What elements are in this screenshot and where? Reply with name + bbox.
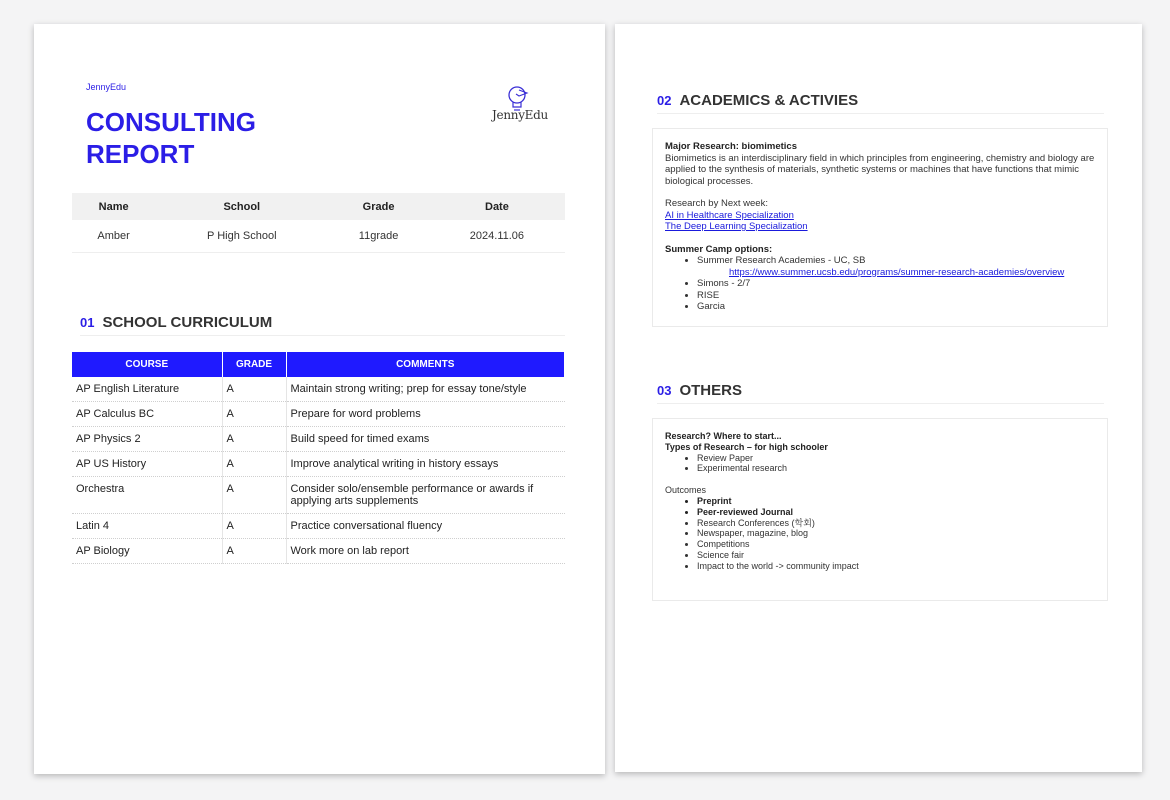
value-name: Amber	[72, 220, 155, 253]
list-item: • Preprint	[697, 496, 1097, 507]
table-row	[72, 452, 565, 477]
table-row	[72, 377, 565, 402]
page-title	[86, 106, 256, 170]
curriculum-table	[72, 352, 565, 564]
list-item: • Garcia	[697, 301, 1097, 313]
others-box	[652, 418, 1108, 601]
jennyedu-logo	[489, 84, 551, 126]
ucsb-url-link[interactable]: https://www.summer.ucsb.edu/programs/summer-research-academies/overview	[729, 266, 1065, 278]
value-date: 2024.11.06	[429, 220, 565, 253]
research-description: Biomimetics is an interdisciplinary field in which principles from engineering, chemistry and biology are applied to the synthesis of materials, synthetic systems or machines that have functions that mimic biological processes.	[665, 152, 1095, 187]
comment-cell: Prepare for word problems	[286, 402, 565, 427]
student-info-header-row	[72, 193, 565, 220]
title-line-1: CONSULTING	[86, 107, 256, 137]
comment-cell: Maintain strong writing; prep for essay tone/style	[286, 377, 565, 402]
header-school: School	[155, 193, 328, 220]
header-grade: GRADE	[222, 352, 286, 377]
grade-cell: A	[222, 539, 286, 564]
academics-box	[652, 128, 1108, 327]
grade-cell: A	[222, 377, 286, 402]
logo-text: JennyEdu	[492, 108, 548, 122]
list-item: • Newspaper, magazine, blog	[697, 528, 1097, 539]
course-cell: AP English Literature	[72, 377, 222, 402]
header-comments: COMMENTS	[286, 352, 565, 377]
curriculum-header-row	[72, 352, 565, 377]
list-item: • Simons - 2/7	[697, 278, 1097, 290]
grade-cell: A	[222, 477, 286, 514]
types-list	[665, 453, 1097, 475]
section-02-heading	[657, 92, 1104, 114]
section-number: 03	[657, 383, 672, 398]
report-page-1	[34, 24, 605, 774]
research-question: Research? Where to start...	[665, 431, 782, 441]
table-row	[72, 514, 565, 539]
next-week-label: Research by Next week:	[665, 198, 768, 209]
value-grade: 11grade	[328, 220, 429, 253]
brand-label: JennyEdu	[86, 82, 127, 92]
grade-cell: A	[222, 514, 286, 539]
research-title: Major Research: biomimetics	[665, 141, 797, 152]
student-info-table	[72, 193, 565, 253]
section-number: 02	[657, 93, 672, 108]
summer-camp-title: Summer Camp options:	[665, 243, 773, 255]
list-item: • Research Conferences (학회)	[697, 518, 1097, 529]
comment-cell: Improve analytical writing in history essays	[286, 452, 565, 477]
list-item: • RISE	[697, 290, 1097, 302]
table-row	[72, 477, 565, 514]
comment-cell: Consider solo/ensemble performance or awards if applying arts supplements	[286, 477, 565, 514]
section-title: OTHERS	[679, 382, 742, 399]
section-number: 01	[80, 315, 95, 330]
header-grade: Grade	[328, 193, 429, 220]
student-info-value-row	[72, 220, 565, 253]
list-item: • Science fair	[697, 550, 1097, 561]
course-cell: AP US History	[72, 452, 222, 477]
types-of-research-title: Types of Research – for high schooler	[665, 441, 828, 452]
comment-cell: Build speed for timed exams	[286, 427, 565, 452]
grade-cell: A	[222, 402, 286, 427]
list-item: • Experimental research	[697, 463, 1097, 474]
header-course: COURSE	[72, 352, 222, 377]
ai-healthcare-link[interactable]: AI in Healthcare Specialization	[665, 209, 794, 221]
table-row	[72, 539, 565, 564]
section-title: SCHOOL CURRICULUM	[102, 314, 273, 331]
section-01-heading	[80, 314, 565, 336]
title-line-2: REPORT	[86, 139, 195, 169]
table-row	[72, 427, 565, 452]
course-cell: Latin 4	[72, 514, 222, 539]
grade-cell: A	[222, 427, 286, 452]
deep-learning-link[interactable]: The Deep Learning Specialization	[665, 221, 808, 232]
outcomes-list	[665, 496, 1097, 572]
course-cell: AP Calculus BC	[72, 402, 222, 427]
comment-cell: Work more on lab report	[286, 539, 565, 564]
course-cell: AP Physics 2	[72, 427, 222, 452]
value-school: P High School	[155, 220, 328, 253]
summer-camp-list	[665, 255, 1097, 313]
list-item: • Impact to the world -> community impact	[697, 561, 1097, 572]
grade-cell: A	[222, 452, 286, 477]
course-cell: AP Biology	[72, 539, 222, 564]
course-cell: Orchestra	[72, 477, 222, 514]
section-03-heading	[657, 382, 1104, 404]
list-item: • Review Paper	[697, 453, 1097, 464]
outcomes-label: Outcomes	[665, 485, 707, 496]
table-row	[72, 402, 565, 427]
header-name: Name	[72, 193, 155, 220]
list-item: • Summer Research Academies - UC, SB https://www.summer.ucsb.edu/programs/summer-research-academies/overview	[697, 255, 1097, 278]
header-date: Date	[429, 193, 565, 220]
section-title: ACADEMICS & ACTIVIES	[679, 92, 859, 109]
list-item: • Competitions	[697, 539, 1097, 550]
comment-cell: Practice conversational fluency	[286, 514, 565, 539]
report-page-2	[615, 24, 1142, 772]
list-item: • Peer-reviewed Journal	[697, 507, 1097, 518]
